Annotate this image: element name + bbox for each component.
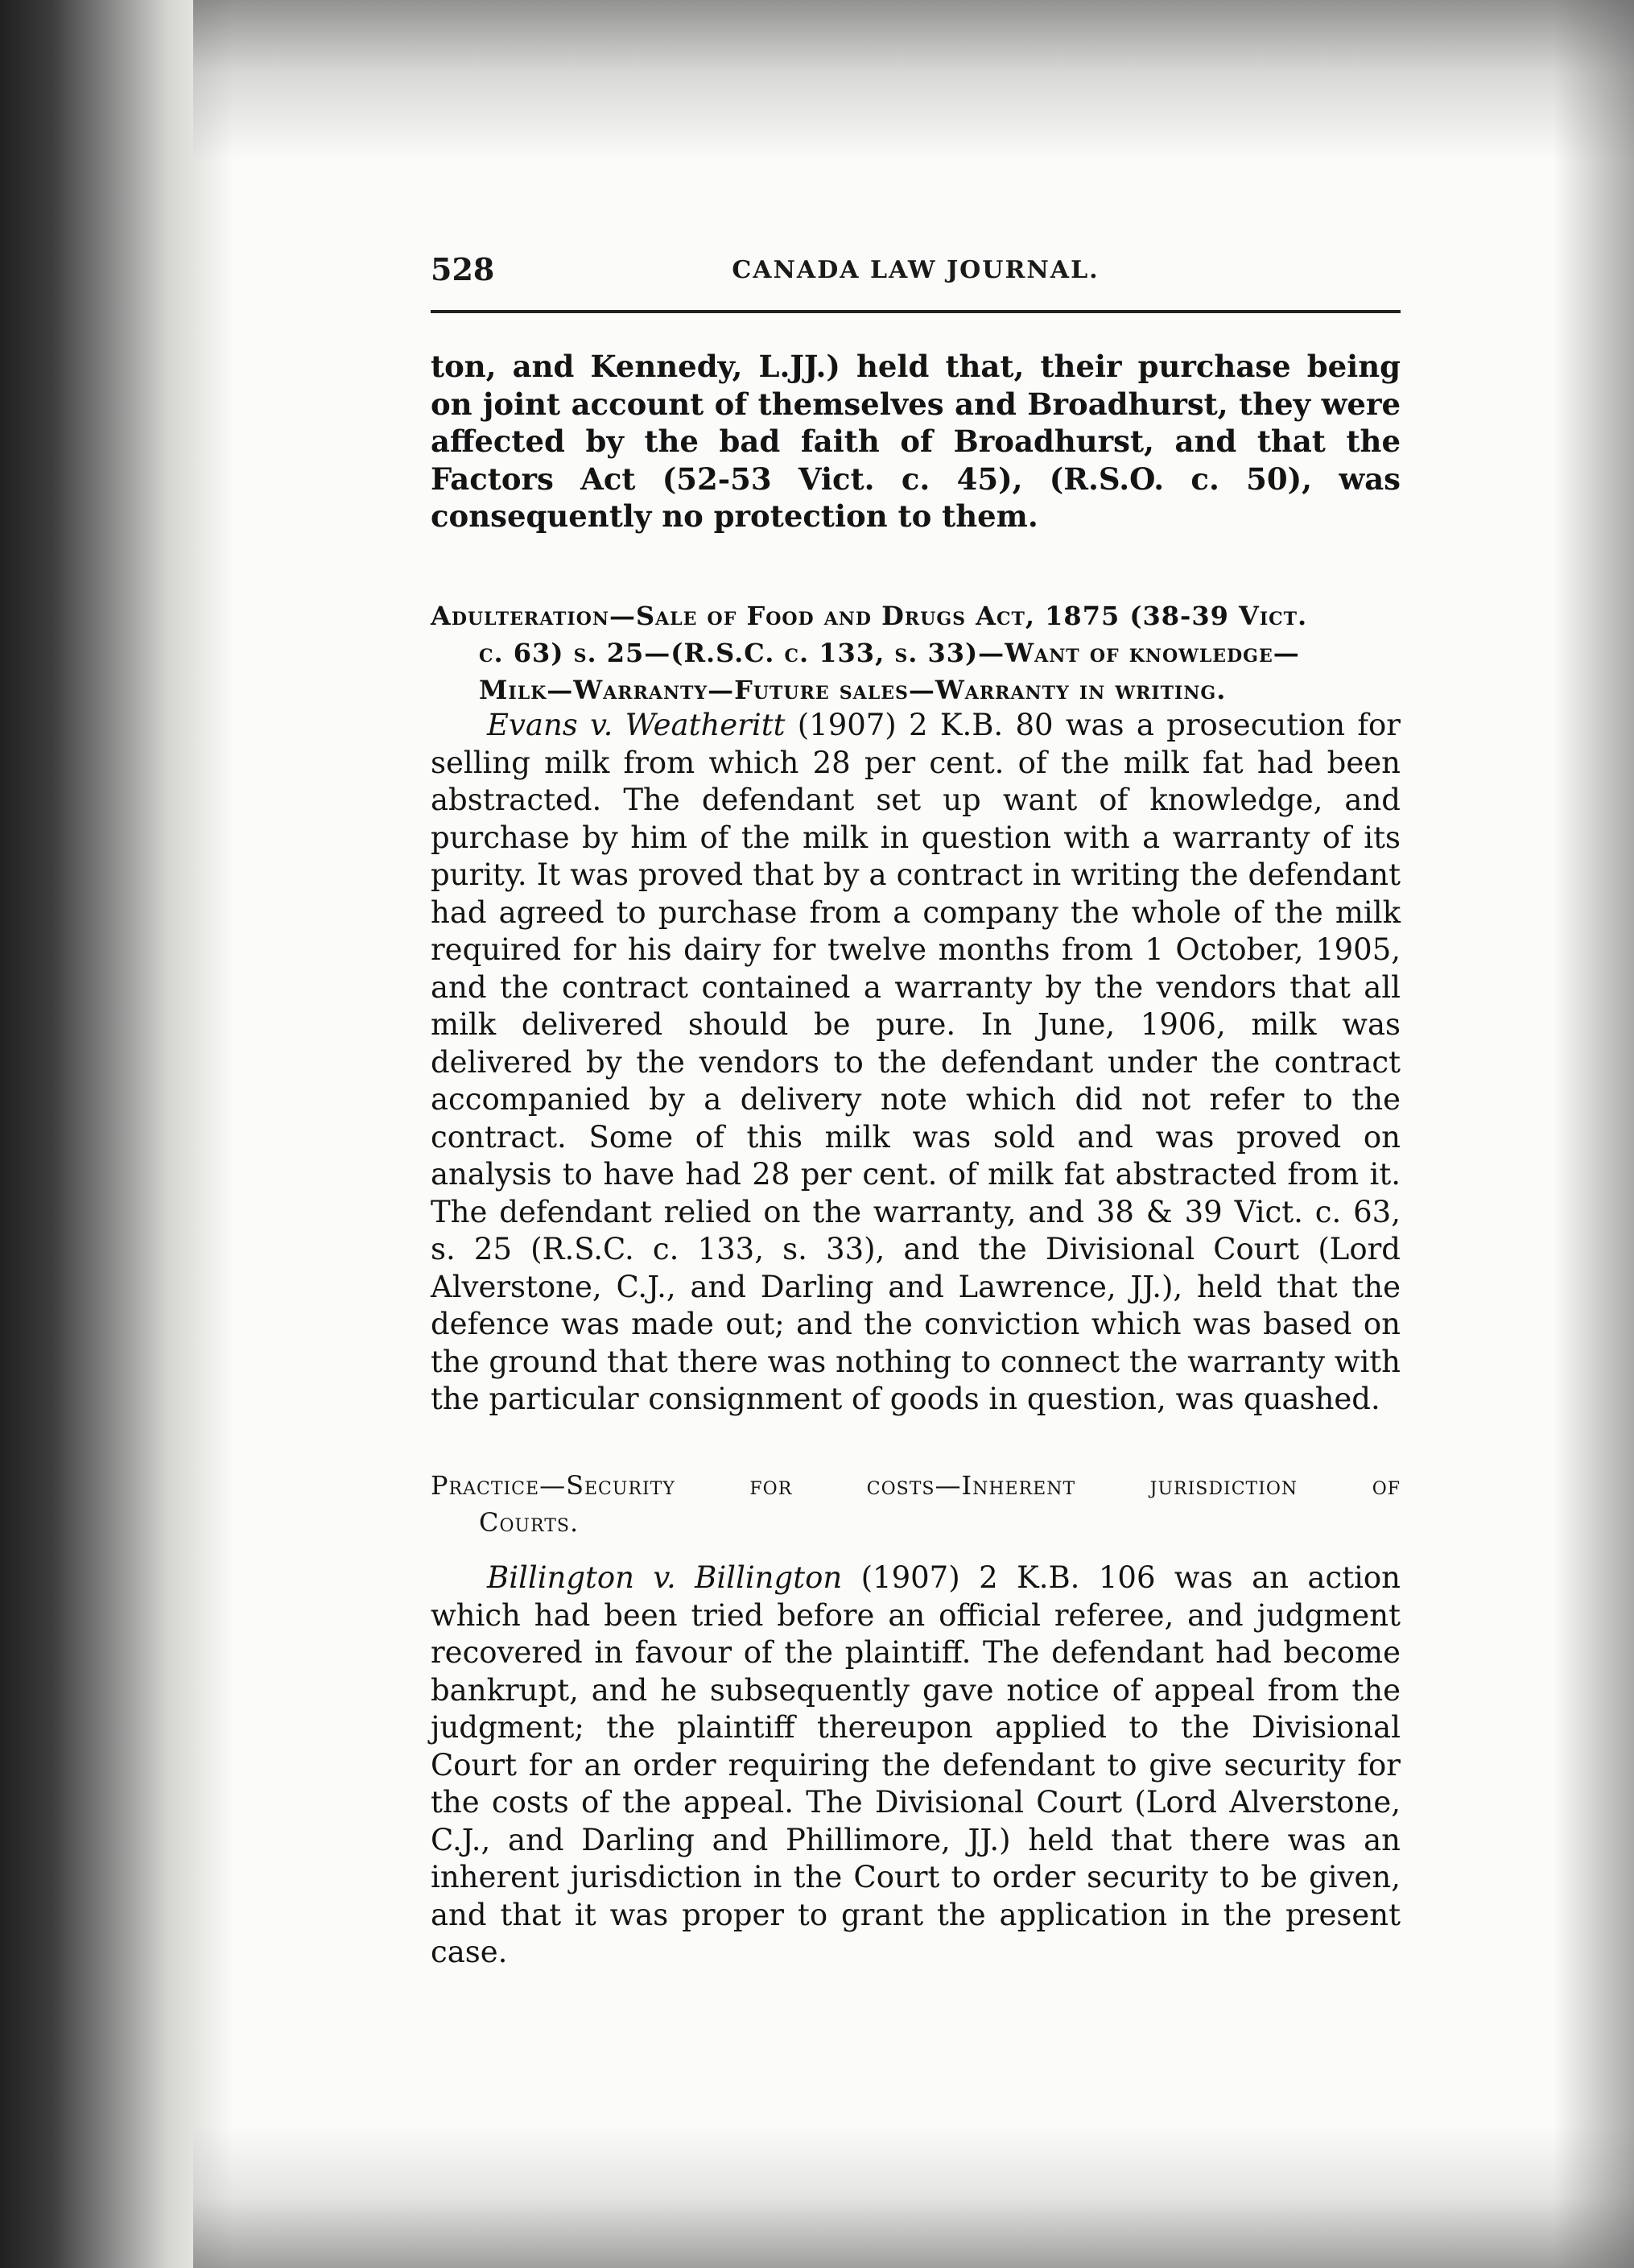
heading-line: c. 63) s. 25—(R.S.C. c. 133, s. 33)—Want of knowledge— [479, 638, 1300, 668]
section-heading-adulteration [431, 597, 1401, 708]
case-text: (1907) 2 K.B. 80 was a prosecution for selling milk from which 28 per cent. of the milk fat had been abstracted. The defendant set up want of knowledge, and purchase by him of the milk in question with a warranty of its purity. It was proved that by a contract in writing the defendant had agreed to purchase from a company the whole of the milk required for his dairy for twelve months from 1 October, 1905, and the contract contained a warranty by the vendors that all milk delivered should be pure. In June, 1906, milk was delivered by the vendors to the defendant under the contract accompanied by a delivery note which did not refer to the contract. Some of this milk was sold and was proved on analysis to have had 28 per cent. of milk fat abstracted from it. The defendant relied on the warranty, and 38 & 39 Vict. c. 63, s. 25 (R.S.C. c. 133, s. 33), and the Divisional Court (Lord Alverstone, C.J., and Darling and Lawrence, JJ.), held that the defence was made out; and the conviction which was based on the ground that there was nothing to connect the warranty with the particular consignment of goods in question, was quashed. [431, 708, 1401, 1416]
running-title: CANADA LAW JOURNAL. [732, 256, 1100, 284]
page-number: 528 [431, 251, 495, 287]
heading-line: Adulteration—Sale of Food and Drugs Act, 1875 (38-39 Vict. [431, 601, 1308, 631]
heading-line: Milk—Warranty—Future sales—Warranty in writing. [479, 675, 1227, 705]
case-text: (1907) 2 K.B. 106 was an action which had been tried before an official referee, and judgment recovered in favour of the plaintiff. The defendant had become bankrupt, and he subsequently gave notice of appeal from the judgment; the plaintiff thereupon applied to the Divisional Court for an order requiring the defendant to give security for the costs of the appeal. The Divisional Court (Lord Alverstone, C.J., and Darling and Phillimore, JJ.) held that there was an inherent jurisdiction in the Court to order security to be given, and that it was proper to grant the application in the present case. [431, 1560, 1401, 1969]
right-edge-shadow [1554, 0, 1634, 2268]
heading-line: Courts. [479, 1507, 580, 1538]
binding-edge-shadow [0, 0, 233, 2268]
header-rule [431, 310, 1401, 313]
case-name: Billington v. Billington [487, 1560, 843, 1595]
case-paragraph-evans [431, 707, 1401, 1419]
case-paragraph-billington [431, 1560, 1401, 1972]
section-heading-practice [431, 1467, 1401, 1541]
heading-line: Practice—Security for costs—Inherent jurisdiction of [431, 1470, 1401, 1501]
page-header [431, 251, 1401, 300]
top-edge-shadow [193, 0, 1634, 161]
continued-paragraph: ton, and Kennedy, L.JJ.) held that, their purchase being on joint account of themselves and Broadhurst, they were affected by the bad faith of Broadhurst, and that the Factors Act (52-53 Vict. c. 45), (R.S.O. c. 50), was consequently no protection to them. [431, 349, 1401, 534]
case-name: Evans v. Weatheritt [487, 708, 786, 742]
bottom-edge-shadow [193, 2125, 1634, 2268]
